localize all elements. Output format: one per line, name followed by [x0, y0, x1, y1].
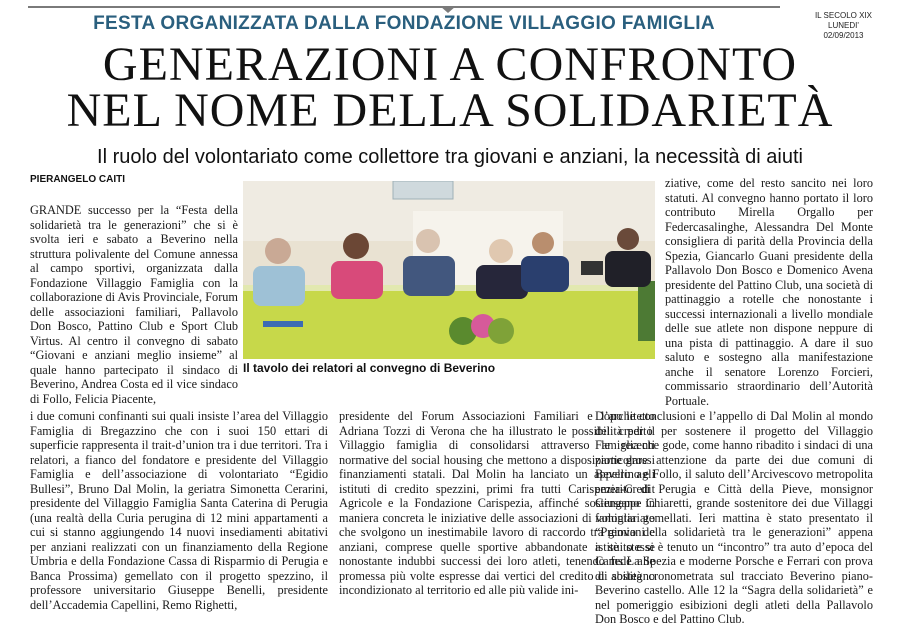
publication-weekday: LUNEDI': [828, 21, 859, 30]
body-column-3-bottom: Dopo le conclusioni e l’appello di Dal Molin al mondo del credito per sostenere il progetto del Villaggio Famiglia che gode, come hanno ribadito i sindaci di una particolare attenzione da parte dei due comuni di Beverino e Follo, il saluto dell’Arcivescovo metropolita emerito di Perugia e Città della Pieve, monsignor Giuseppe Chiaretti, grande sostenitore dei due Villaggi famiglia gemellati. Ieri mattina è stato presentato il “Premio della solidarietà tra le generazioni” appena istituito e si è tenuto un “incontro” tra auto d’epoca del Cams La Spezia e moderne Porsche e Ferrari con prova di abilità cronometrata sul tracciato Beverino piano-Beverino castello. Alle 12 la “Sagra della solidarietà” e nel pomeriggio esibizioni degli atleti della Pallavolo Don Bosco e del Pattino Club.: [595, 409, 873, 626]
headline-line-2: NEL NOME DELLA SOLIDARIETÀ: [66, 84, 834, 137]
publication-name: IL SECOLO XIX: [814, 11, 872, 20]
publication-info: [815, 11, 872, 41]
kicker: FESTA ORGANIZZATA DALLA FONDAZIONE VILLAGGIO FAMIGLIA: [93, 13, 715, 34]
photo-illustration: [243, 181, 655, 359]
header-notch: [440, 6, 456, 13]
publication-date: 02/09/2013: [823, 31, 864, 40]
header-rule: [28, 6, 780, 8]
body-column-1-top: GRANDE successo per la “Festa della solidarietà tra le generazioni” che si è svolta ieri e sabato a Beverino nella struttura polivalente del Comune annessa al campo sportivi, organizzata dalla Fondazione Villaggio Famiglia con la collaborazione di Avis Provinciale, Forum delle associazioni familiari, Pallavolo Don Bosco, Pattino Club e Sport Club Virtus. Al centro il convegno di sabato “Giovani e anziani meglio insieme” al quale hanno partecipato il sindaco di Beverino, Andrea Costa ed il vice sindaco di Follo, Felicia Piacente,: [30, 203, 238, 406]
body-column-3-top: ziative, come del resto sancito nei loro statuti. Al convegno hanno portato il loro contributo Mirella Orgallo per Federcasalinghe, Alessandra Del Monte consigliera di parità della Provincia della Spezia, Giancarlo Guani presidente della Pallavolo Don Bosco e Domenico Avena presidente del Pattino Club, una società di pattinaggio a rotelle che nonostante i successi internazionali a livello mondiale delle sue atlete non dispone neppure di una pista di pattinaggio. A dare il suo saluto e sostegno alla manifestazione anche il senatore Lorenzo Forcieri, commissario straordinario dell’Autorità Portuale.: [665, 176, 873, 408]
photo-caption: Il tavolo dei relatori al convegno di Beverino: [243, 361, 496, 375]
body-column-1-bottom: i due comuni confinanti sui quali insiste l’area del Villaggio Famiglia di Bregazzino che con i suoi 150 ettari di superficie rappresenta il trait-d’union tra i due territori. Tra i relatori, a fianco del fondatore e presidente del Villaggio Famiglia e dell’associazione di volontariato “Egidio Bullesi”, Bruno Dal Molin, la geriatra Simonetta Cerarini, presidente del Villaggio Famiglia Santa Caterina di Perugia (una realtà della Curia perugina di 12 mini appartamenti a cui si stanno aggiungendo 14 nuovi insediamenti abitativi per anziani realizzati con un finanziamento della Regione Umbria e della Fondazione Cassa di Risparmio di Perugia e Banca Prossima) gemellato con il progetto spezzino, il professore universitario Giuseppe Benelli, presidente dell’Accademia Capellini, Remo Righetti,: [30, 409, 328, 612]
headline-line-1: GENERAZIONI A CONFRONTO: [102, 38, 798, 91]
byline: PIERANGELO CAITI: [30, 174, 126, 185]
body-column-2: presidente del Forum Associazioni Familiari e l’architetto Adriana Tozzi di Verona che ha illustrato le possibilità per il Villaggio famiglia di consolidarsi attraverso le recenti normative del social housing che mettono a disposizione grossi finanziamenti statali. Dal Molin ha lanciato un appello agli istituti di credito spezzini, primi fra tutti Carispezia-Credit Agricole e la Fondazione Carispezia, affinché sostengano in maniera concreta le iniziative delle associazioni di volontariato che svolgono un inestimabile lavoro di raccordo tra giovani e anziani, comprese quelle sportive abbandonate a sè stesse nonostante indubbi successi dei loro atleti, tenendo fede alle promessa più volte espresse dai vertici del credito di sostegno incondizionato al territorio ed alle più valide ini-: [339, 409, 655, 597]
article-photo: [243, 181, 655, 359]
headline: [28, 38, 872, 137]
subheadline: Il ruolo del volontariato come collettore tra giovani e anziani, la necessità di aiuti: [97, 146, 803, 168]
